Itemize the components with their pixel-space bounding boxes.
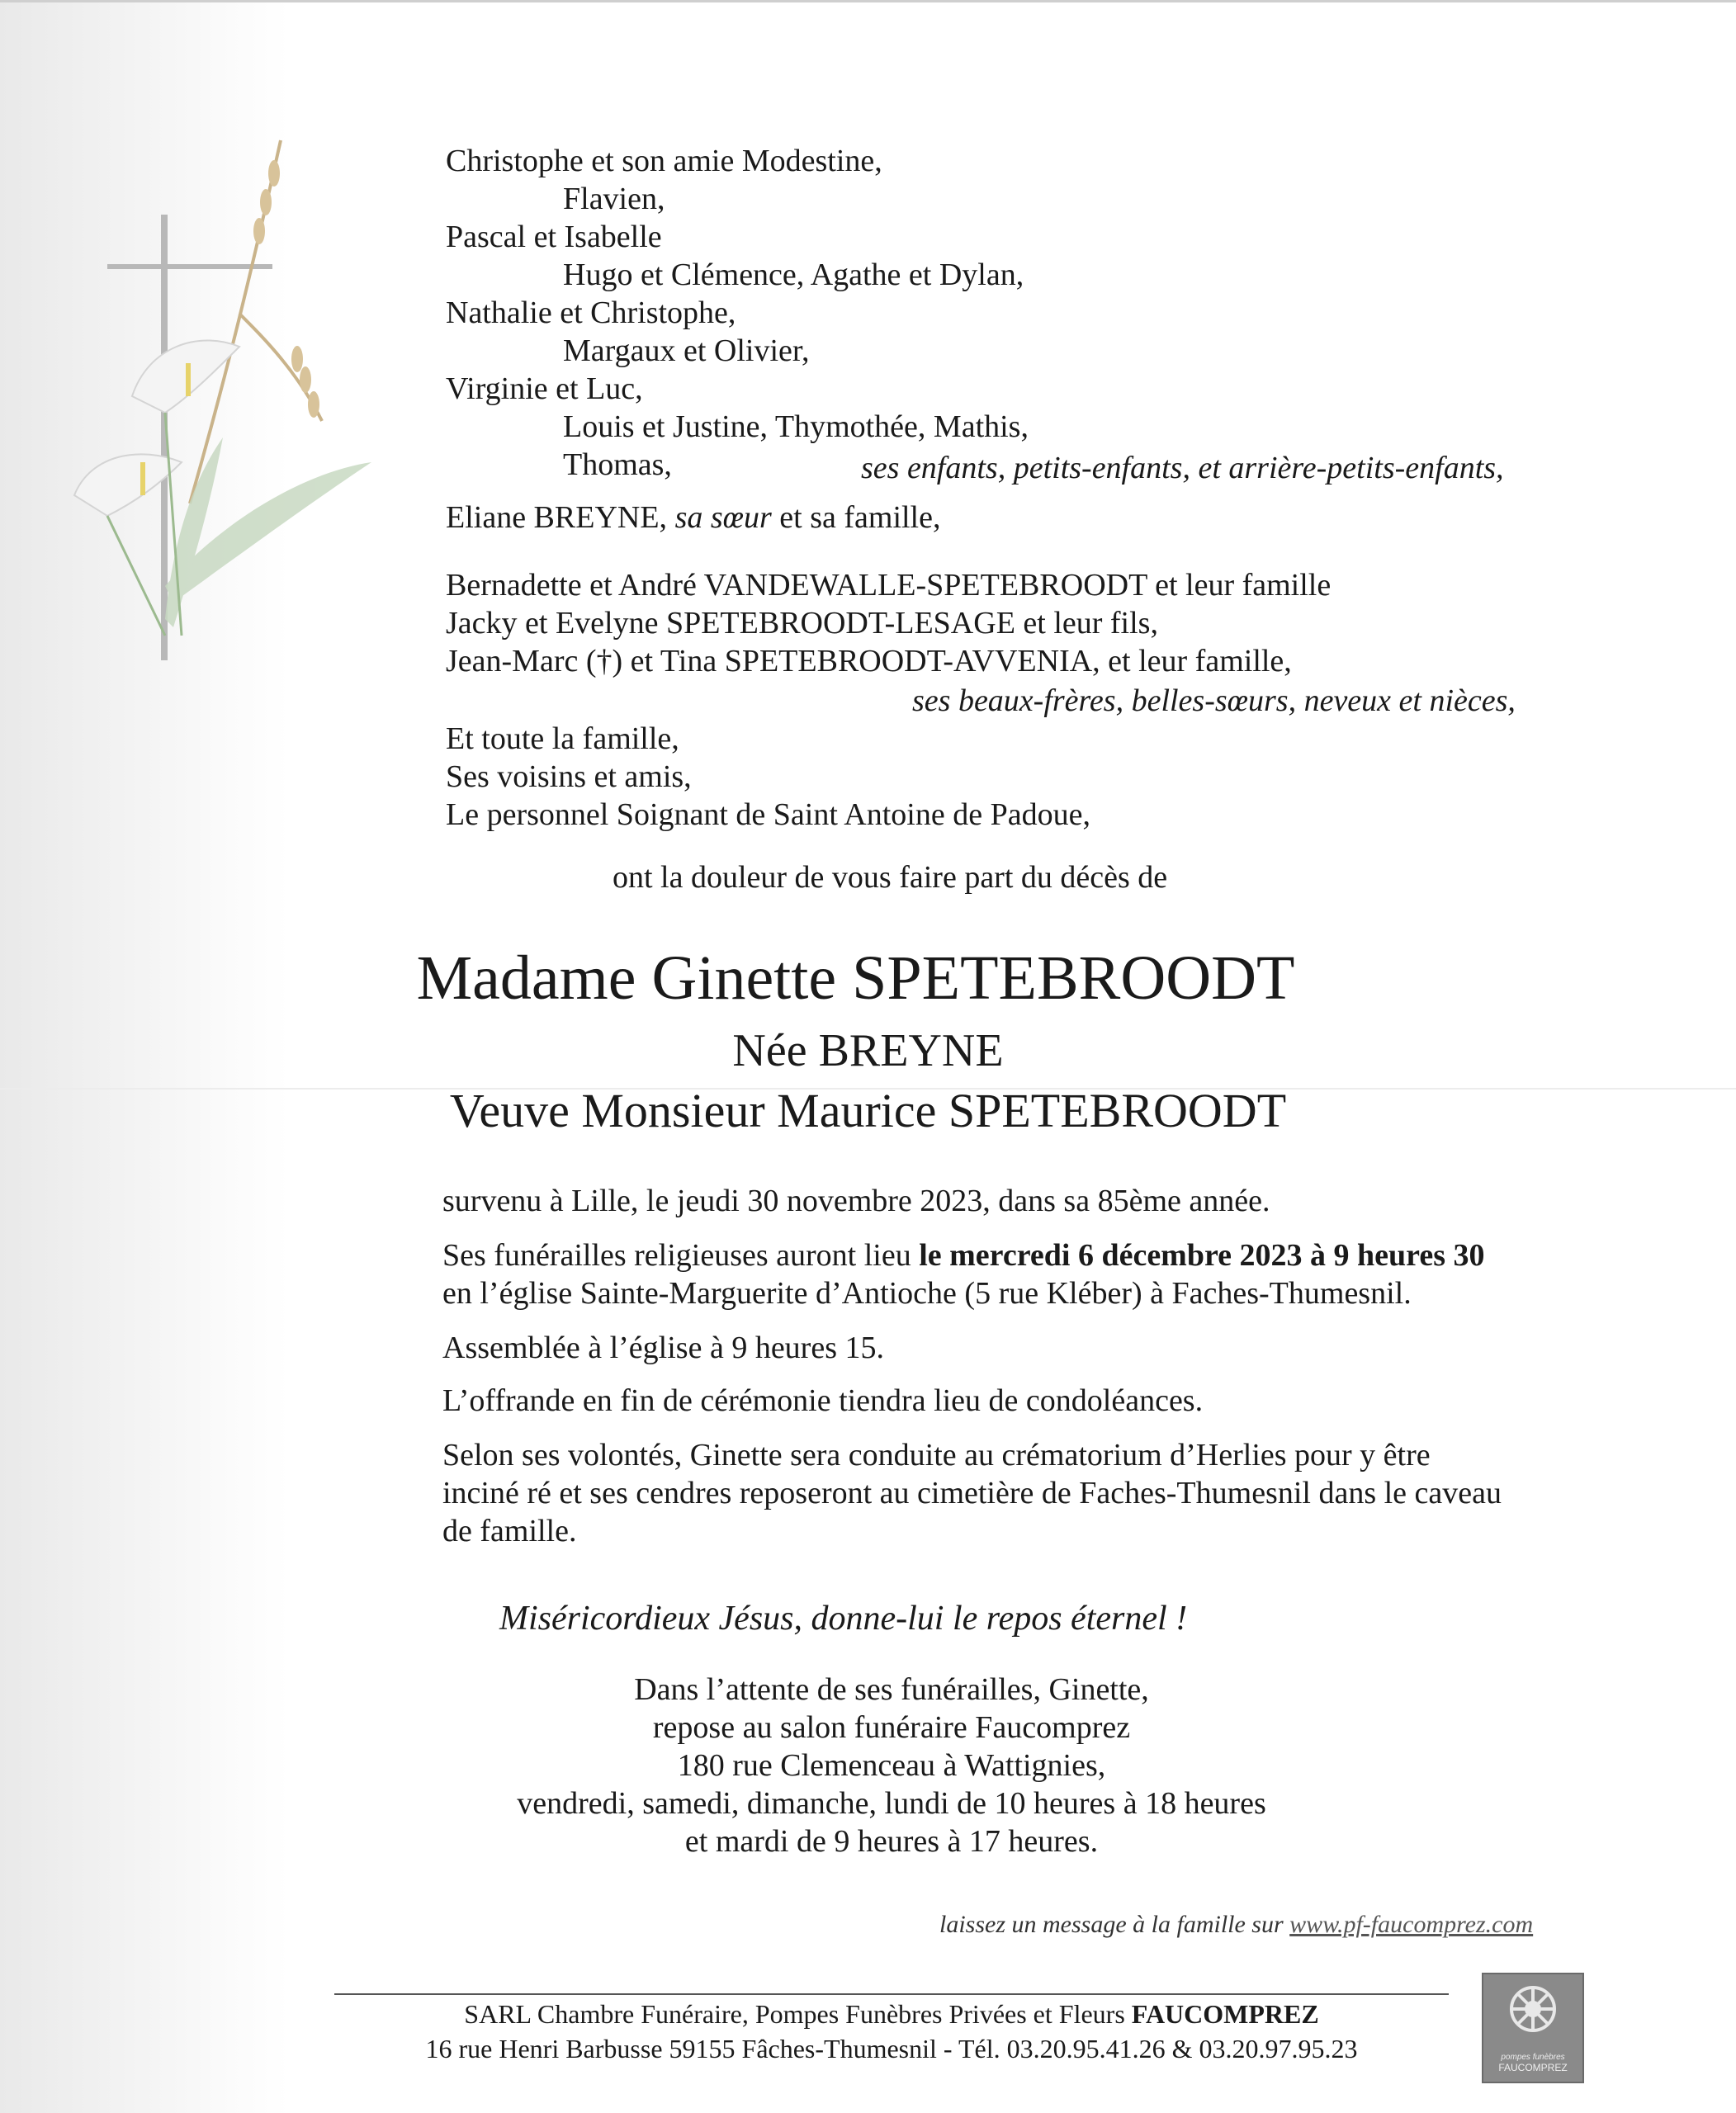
others-line: Et toute la famille, xyxy=(446,721,679,756)
announcement: ont la douleur de vous faire part du décès de xyxy=(613,860,1168,895)
visitation-line: et mardi de 9 heures à 17 heures. xyxy=(684,1824,1099,1859)
family-line: Pascal et Isabelle xyxy=(446,220,662,254)
family-line: Hugo et Clémence, Agathe et Dylan, xyxy=(563,258,1024,292)
footer-company-name: FAUCOMPREZ xyxy=(1131,1999,1319,2029)
funeral-date: le mercredi 6 décembre 2023 à 9 heures 30 xyxy=(919,1238,1485,1273)
family-line: Christophe et son amie Modestine, xyxy=(446,144,882,178)
visitation-line: vendredi, samedi, dimanche, lundi de 10 heures à 18 heures xyxy=(517,1786,1266,1821)
inlaw-line: Jacky et Evelyne SPETEBROODT-LESAGE et leur fils, xyxy=(446,606,1158,641)
wishes-line: de famille. xyxy=(442,1514,577,1548)
funeral-prefix: Ses funérailles religieuses auront lieu xyxy=(442,1238,911,1273)
death-details: survenu à Lille, le jeudi 30 novembre 2023, dans sa 85ème année. xyxy=(442,1184,1270,1218)
sister-role: sa sœur xyxy=(674,500,772,535)
offering-note: L’offrande en fin de cérémonie tiendra lieu de condoléances. xyxy=(442,1383,1204,1418)
footer-company xyxy=(314,1997,1469,2030)
lily-icon xyxy=(74,341,239,517)
message-prefix: laissez un message à la famille sur xyxy=(939,1911,1284,1938)
visitation-line: 180 rue Clemenceau à Wattignies, xyxy=(677,1748,1106,1783)
footer-address: 16 rue Henri Barbusse 59155 Fâches-Thumesnil - Tél. 03.20.95.41.26 & 03.20.97.95.23 xyxy=(425,2034,1358,2063)
logo-name: FAUCOMPREZ xyxy=(1498,2062,1568,2073)
inlaw-line: Bernadette et André VANDEWALLE-SPETEBROODT et leur famille xyxy=(446,568,1332,603)
wishes-line: inciné ré et ses cendres reposeront au cimetière de Faches-Thumesnil dans le caveau xyxy=(442,1476,1502,1510)
others-line: Le personnel Soignant de Saint Antoine de Padoue, xyxy=(446,797,1090,832)
family-line: Margaux et Olivier, xyxy=(563,333,810,368)
visitation-line: repose au salon funéraire Faucomprez xyxy=(652,1710,1131,1745)
message-line xyxy=(939,1908,1533,1941)
wishes-line: Selon ses volontés, Ginette sera conduite au crématorium d’Herlies pour y être xyxy=(442,1438,1431,1472)
family-line: Louis et Justine, Thymothée, Mathis, xyxy=(563,409,1029,444)
children-role: ses enfants, petits-enfants, et arrière-petits-enfants, xyxy=(861,451,1504,485)
inlaw-line: Jean-Marc (†) et Tina SPETEBROODT-AVVENIA, et leur famille, xyxy=(446,644,1292,678)
assembly-time: Assemblée à l’église à 9 heures 15. xyxy=(442,1331,884,1365)
widow-of: Veuve Monsieur Maurice SPETEBROODT xyxy=(449,1084,1287,1137)
funeral-line xyxy=(442,1236,1484,1274)
family-line: Nathalie et Christophe, xyxy=(446,295,736,330)
sister-suffix: et sa famille, xyxy=(779,500,941,535)
maiden-name: Née BREYNE xyxy=(732,1025,1004,1076)
sister-line xyxy=(446,499,940,537)
deceased-name: Madame Ginette SPETEBROODT xyxy=(416,943,1295,1013)
flower-logo-icon xyxy=(1483,1974,1582,2049)
website-link[interactable]: www.pf-faucomprez.com xyxy=(1289,1911,1534,1938)
wheat-icon xyxy=(190,140,322,503)
family-line: Virginie et Luc, xyxy=(446,371,643,406)
top-border xyxy=(0,0,1736,2)
visitation-line: Dans l’attente de ses funérailles, Ginette, xyxy=(634,1672,1149,1707)
church-location: en l’église Sainte-Marguerite d’Antioche (5 rue Kléber) à Faches-Thumesnil. xyxy=(442,1276,1412,1311)
prayer: Miséricordieux Jésus, donne-lui le repos éternel ! xyxy=(499,1600,1188,1638)
family-line: Thomas, xyxy=(563,447,672,482)
leaf-icon xyxy=(165,437,371,627)
others-line: Ses voisins et amis, xyxy=(446,759,692,794)
footer-company-prefix: SARL Chambre Funéraire, Pompes Funèbres Privées et Fleurs xyxy=(464,1999,1125,2029)
footer-rule xyxy=(334,1993,1449,1995)
inlaws-role: ses beaux-frères, belles-sœurs, neveux et nièces, xyxy=(912,683,1516,718)
family-line: Flavien, xyxy=(563,182,665,216)
company-logo xyxy=(1482,1973,1584,2083)
logo-tagline: pompes funèbres xyxy=(1501,2053,1565,2062)
cross-lily-illustration xyxy=(50,124,380,751)
sister-name: Eliane BREYNE, xyxy=(446,500,668,535)
